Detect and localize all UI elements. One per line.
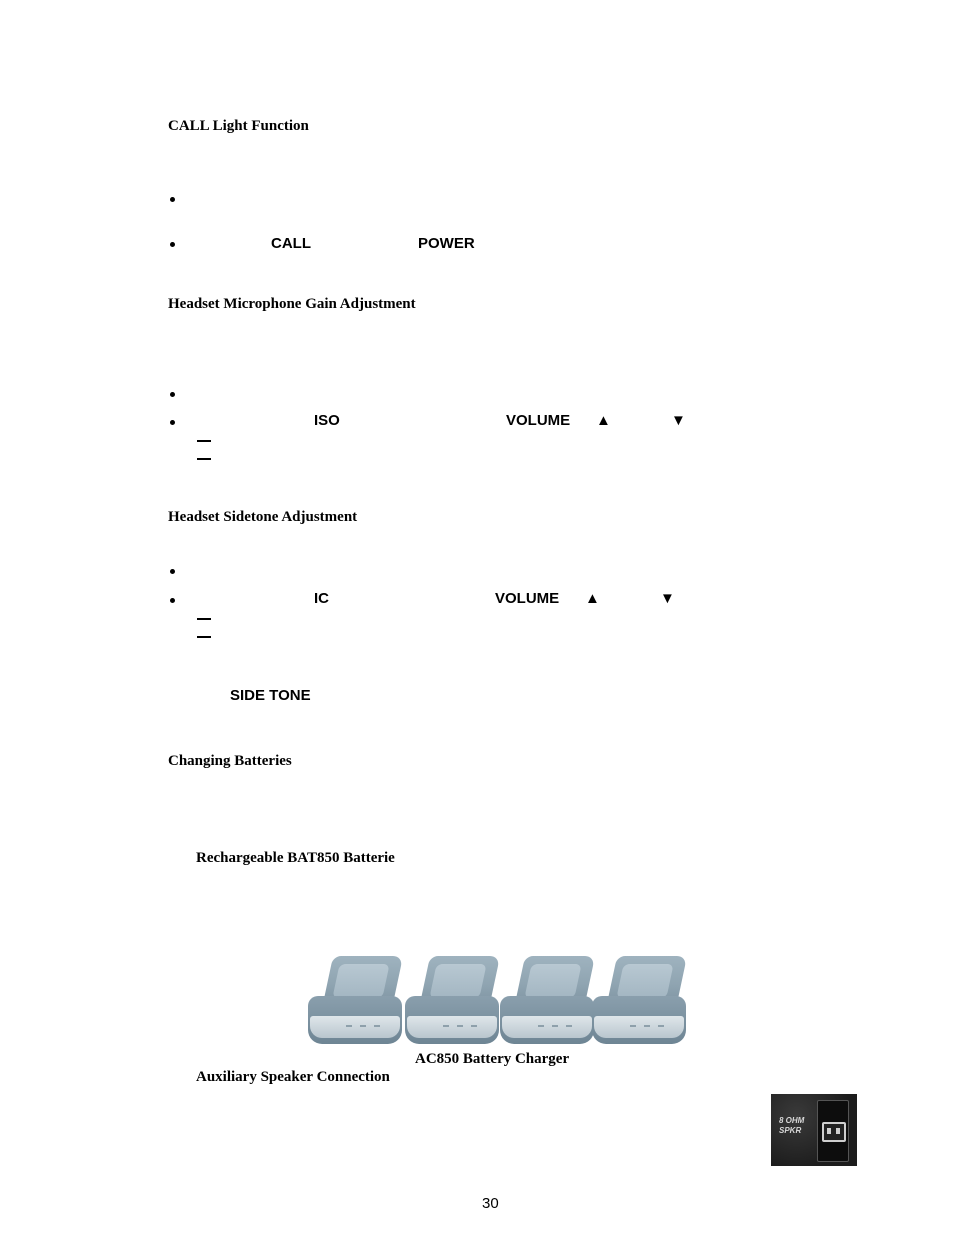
bullet bbox=[170, 598, 175, 603]
charger-cradle bbox=[403, 952, 502, 1044]
heading-changing-batteries: Changing Batteries bbox=[168, 753, 292, 769]
side-tone-label: SIDE TONE bbox=[230, 687, 311, 704]
heading-rechargeable: Rechargeable BAT850 Batterie bbox=[196, 850, 395, 866]
down-arrow-icon: ▼ bbox=[671, 412, 686, 429]
heading-mic-gain: Headset Microphone Gain Adjustment bbox=[168, 296, 416, 312]
iso-label: ISO bbox=[314, 412, 340, 429]
up-arrow-icon: ▲ bbox=[585, 590, 600, 607]
speaker-jack-label: 8 OHM SPKR bbox=[779, 1116, 805, 1135]
charger-cradle bbox=[590, 952, 689, 1044]
ac850-battery-charger-image bbox=[306, 952, 689, 1044]
power-label: POWER bbox=[418, 235, 475, 252]
down-arrow-icon: ▼ bbox=[660, 590, 675, 607]
volume-label: VOLUME bbox=[506, 412, 571, 429]
bullet bbox=[170, 420, 175, 425]
up-arrow-icon: ▲ bbox=[596, 412, 611, 429]
heading-sidetone: Headset Sidetone Adjustment bbox=[168, 509, 358, 525]
heading-aux-speaker: Auxiliary Speaker Connection bbox=[196, 1069, 390, 1085]
bullet bbox=[170, 197, 175, 202]
speaker-jack-image bbox=[771, 1094, 857, 1166]
sub-item-dash bbox=[197, 618, 211, 620]
sub-item-dash bbox=[197, 458, 211, 460]
speaker-jack-slot bbox=[817, 1100, 849, 1162]
bullet bbox=[170, 242, 175, 247]
page-number: 30 bbox=[482, 1195, 499, 1212]
bullet bbox=[170, 569, 175, 574]
volume-label: VOLUME bbox=[495, 590, 560, 607]
charger-cradle bbox=[498, 952, 597, 1044]
charger-caption: AC850 Battery Charger bbox=[415, 1051, 570, 1067]
call-label: CALL bbox=[271, 235, 311, 252]
heading-call-light: CALL Light Function bbox=[168, 118, 309, 134]
bullet bbox=[170, 392, 175, 397]
speaker-socket-icon bbox=[822, 1122, 846, 1142]
charger-cradle bbox=[306, 952, 405, 1044]
ic-label: IC bbox=[314, 590, 329, 607]
sub-item-dash bbox=[197, 440, 211, 442]
sub-item-dash bbox=[197, 636, 211, 638]
